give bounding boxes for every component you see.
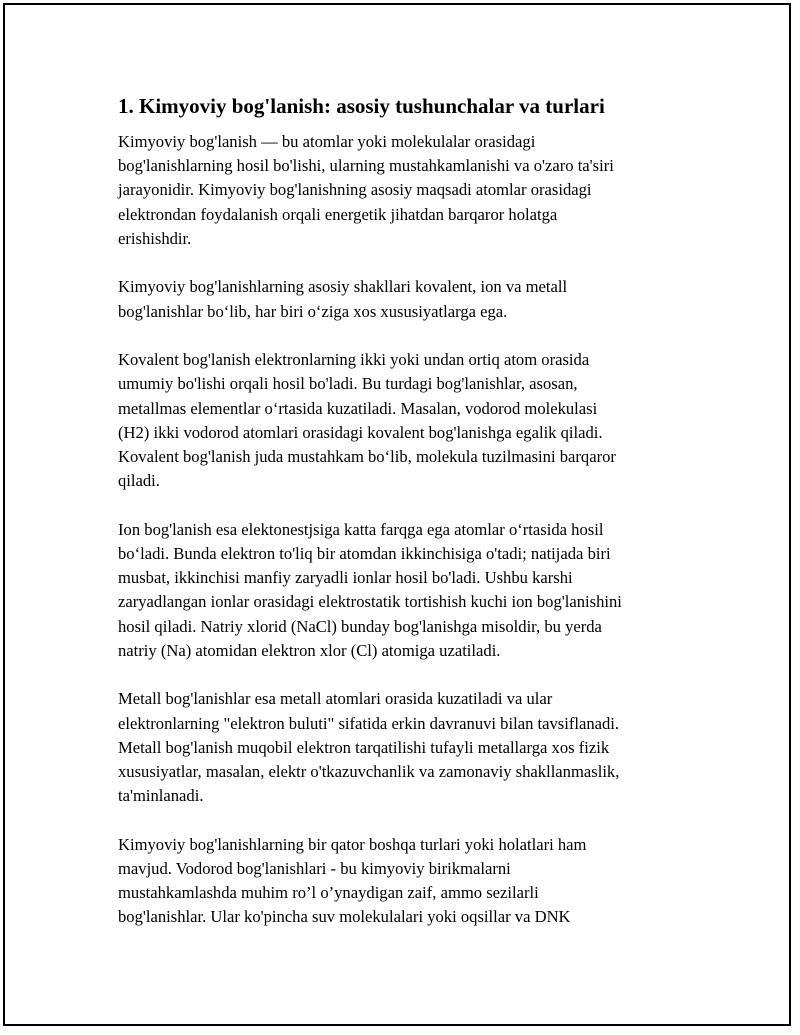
text-line: jarayonidir. Kimyoviy bog'lanishning asosiy maqsadi atomlar orasidagi	[118, 180, 592, 200]
text-line: Kimyoviy bog'lanish — bu atomlar yoki molekulalar orasidagi	[118, 132, 536, 151]
text-line: Ion bog'lanish esa elektonestjsiga katta farqga ega atomlar o‘rtasida hosil	[118, 519, 604, 539]
text-line: elektronlarning "elektron buluti" sifatida erkin davranuvi bilan tavsiflanadi.	[118, 713, 620, 733]
text-line: umumiy bo'lishi orqali hosil bo'ladi. Bu turdagi bog'lanishlar, asosan,	[118, 374, 578, 394]
text-line: zaryadlangan ionlar orasidagi elektrostatik tortishish kuchi ion bog'lanishini	[118, 592, 622, 612]
section-title: 1. Kimyoviy bog'lanish: asosiy tushunchalar va turlari	[118, 94, 605, 118]
paragraph-metallic	[118, 687, 690, 808]
text-line: bo‘ladi. Bunda elektron to'liq bir atomdan ikkinchisiga o'tadi; natijada biri	[118, 544, 611, 564]
text-line: elektrondan foydalanish orqali energetik jihatdan barqaror holatga	[118, 204, 558, 224]
text-line: bog'lanishlar. Ular ko'pincha suv molekulalari yoki oqsillar va DNK	[118, 907, 571, 927]
text-line: ta'minlanadi.	[118, 786, 204, 806]
paragraph-ionic	[118, 518, 690, 663]
paragraph-hydrogen	[118, 833, 690, 930]
text-line: Kimyoviy bog'lanishlarning asosiy shakllari kovalent, ion va metall	[118, 277, 568, 297]
text-line: erishishdir.	[118, 228, 192, 248]
text-line: qiladi.	[118, 471, 160, 491]
text-line: musbat, ikkinchisi manfiy zaryadli ionlar hosil bo'ladi. Ushbu karshi	[118, 568, 573, 588]
text-line: Metall bog'lanish muqobil elektron tarqatilishi tufayli metallarga xos fizik	[118, 737, 610, 757]
text-line: hosil qiladi. Natriy xlorid (NaCl) bunday bog'lanishga misoldir, bu yerda	[118, 616, 602, 636]
document-body	[118, 91, 690, 954]
text-line: natriy (Na) atomidan elektron xlor (Cl) atomiga uzatiladi.	[118, 640, 501, 660]
paragraph-covalent	[118, 348, 690, 493]
paragraph-definition	[118, 130, 690, 251]
text-line: mavjud. Vodorod bog'lanishlari - bu kimyoviy birikmalarni	[118, 859, 511, 879]
text-line: metallmas elementlar o‘rtasida kuzatiladi. Masalan, vodorod molekulasi	[118, 398, 598, 418]
text-line: Kovalent bog'lanish juda mustahkam bo‘lib, molekula tuzilmasini barqaror	[118, 447, 616, 467]
text-line: bog'lanishlarning hosil bo'lishi, ularning mustahkamlanishi va o'zaro ta'siri	[118, 156, 614, 176]
text-line: (H2) ikki vodorod atomlari orasidagi kovalent bog'lanishga egalik qiladi.	[118, 422, 603, 442]
text-line: bog'lanishlar bo‘lib, har biri o‘ziga xos xususiyatlarga ega.	[118, 301, 508, 321]
text-line: Kovalent bog'lanish elektronlarning ikki yoki undan ortiq atom orasida	[118, 350, 590, 370]
paragraph-bond-types	[118, 275, 690, 323]
text-line: Metall bog'lanishlar esa metall atomlari orasida kuzatiladi va ular	[118, 689, 553, 709]
text-line: Kimyoviy bog'lanishlarning bir qator boshqa turlari yoki holatlari ham	[118, 834, 587, 854]
text-line: mustahkamlashda muhim ro’l o’ynaydigan zaif, ammo sezilarli	[118, 883, 539, 903]
text-line: xususiyatlar, masalan, elektr o'tkazuvchanlik va zamonaviy shakllanmaslik,	[118, 762, 620, 782]
